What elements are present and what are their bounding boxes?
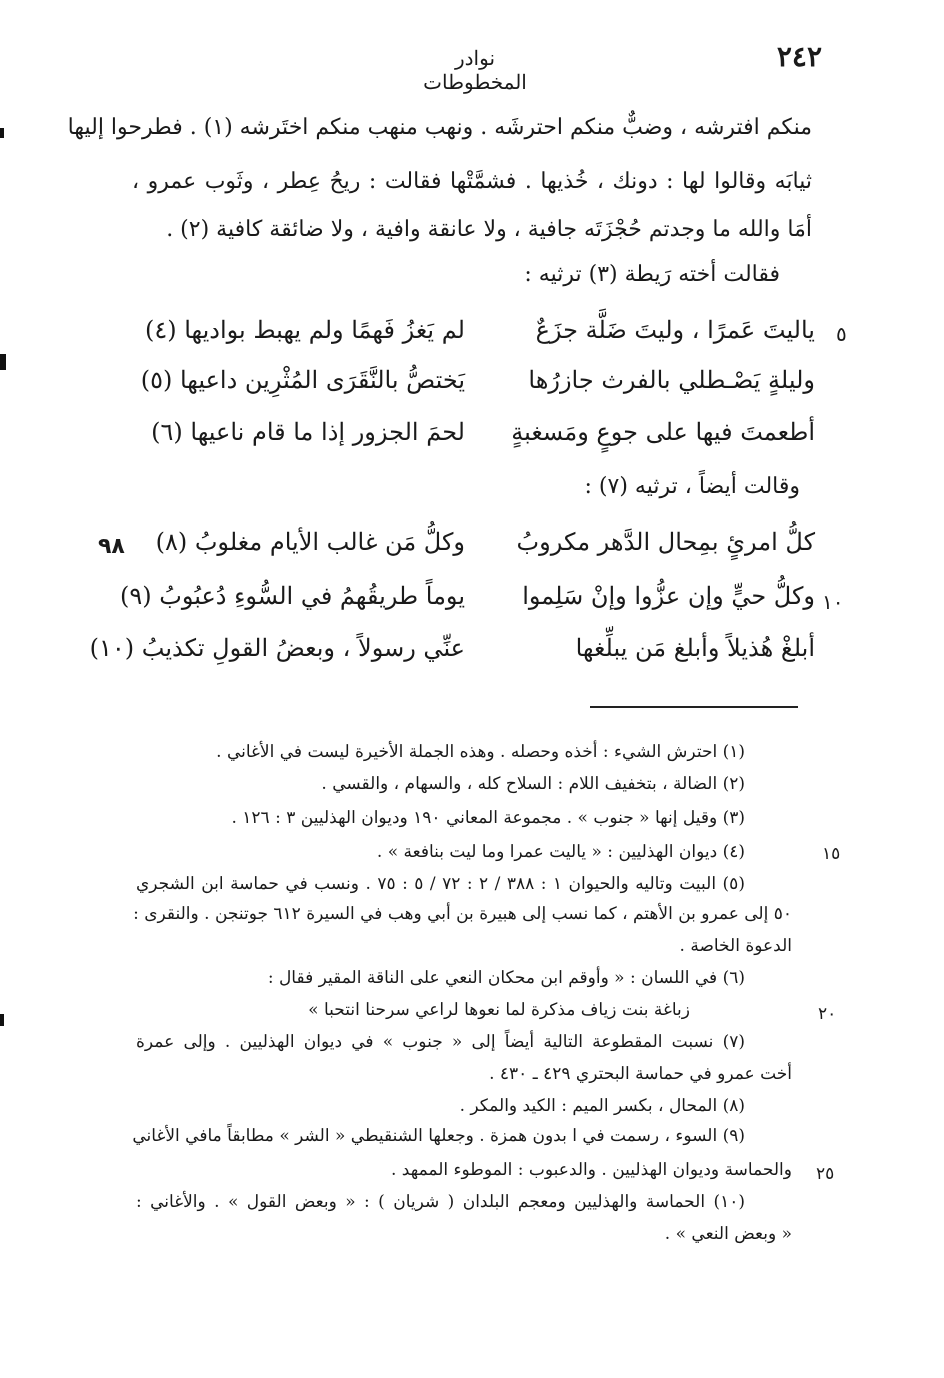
prose-line: منكم افترشه ، وضبٌّ منكم احترشَه . ونهب منهب منكم اختَرشه (١) . فطرحوا إليها <box>67 115 812 140</box>
scan-edge-mark <box>0 1014 4 1026</box>
footnote-verse: زباغة بنت زياف مذكرة لما نعوها لراعي سرحنا انتحبا » <box>308 1000 690 1020</box>
verse-hemistich-second: يوماً طريقُهمُ في السُّوءِ دُعبُوبُ (٩) <box>119 582 465 610</box>
footnote: (٥) البيت وتاليه والحيوان ١ : ٣٨٨ / ٢ : ٧٢ / ٥ : ٧٥ . ونسب في حماسة ابن الشجري <box>136 874 745 894</box>
footnote: (٤) ديوان الهذليين : « ياليت عمرا وما ليت بنافعة » . <box>376 842 745 862</box>
verse-hemistich-first: كلُّ امرئٍ بمِحال الدَّهر مكروبُ <box>516 528 815 556</box>
footnote: ٥٠ إلى عمرو بن الأهتم ، كما نسب إلى هبيرة بن أبي وهب في السيرة ٦١٢ جوتنجن . والنقرى : <box>133 904 792 924</box>
footnote: (٢) الضالة ، بتخفيف اللام : السلاح كله ، والسهام ، والقسي . <box>321 774 745 794</box>
line-number: ٥ <box>836 322 847 346</box>
footnote: (٨) المحال ، بكسر الميم : الكيد والمكر . <box>459 1096 745 1116</box>
footnote-rule <box>590 706 798 708</box>
scan-edge-mark <box>0 354 6 370</box>
scan-edge-mark <box>0 128 4 138</box>
running-title: نوادر المخطوطات <box>423 46 527 94</box>
line-number: ١٥ <box>822 844 841 864</box>
margin-page-ref: ٩٨ <box>98 534 125 559</box>
prose-line: أمَا والله ما وجدتم حُجْزَتَه جافية ، ولا عانقة وافية ، ولا ضائقة كافية (٢) . <box>166 217 812 242</box>
verse-hemistich-second: لم يَغزُ فَهمًا ولم يهبط بواديها (٤) <box>144 316 465 344</box>
footnote: (٣) وقيل إنها « جنوب » . مجموعة المعاني ١٩٠ وديوان الهذليين ٣ : ١٢٦ . <box>231 808 745 828</box>
footnote: (٧) نسبت المقطوعة التالية أيضاً إلى « جنوب » في ديوان الهذليين . وإلى عمرة <box>136 1032 745 1052</box>
footnote: أخت عمرو في حماسة البحتري ٤٢٩ ـ ٤٣٠ . <box>489 1064 792 1084</box>
verse-hemistich-first: أطعمتَ فيها على جوعٍ ومَسغبةٍ <box>511 418 815 446</box>
line-number: ١٠ <box>822 590 844 614</box>
verse-hemistich-first: وليلةٍ يَصْـطلي بالفرث جازرُها <box>528 366 815 394</box>
verse-hemistich-second: لحمَ الجزور إذا ما قام ناعيها (٦) <box>151 418 465 446</box>
line-number: ٢٠ <box>818 1004 837 1024</box>
footnote: (٦) في اللسان : « وأوقم ابن محكان النعي على الناقة المقير فقال : <box>267 968 745 988</box>
verse-hemistich-second: عنِّي رسولاً ، وبعضُ القولِ تكذيبُ (١٠) <box>89 634 465 662</box>
poem-intro: وقالت أيضاً ، ترثيه (٧) : <box>584 474 800 499</box>
verse-hemistich-first: ياليتَ عَمرًا ، وليتَ ضَلَّة جزَعٌ <box>535 316 815 344</box>
footnote: الدعوة الخاصة . <box>679 936 792 956</box>
footnote: « وبعض النعي » . <box>664 1224 792 1244</box>
verse-hemistich-first: أبلغْ هُذيلاً وأبلغ مَن يبلِّغها <box>575 634 815 662</box>
verse-hemistich-second: وكلُّ مَن غالب الأيام مغلوبُ (٨) <box>155 528 465 556</box>
footnote: (١٠) الحماسة والهذليين ومعجم البلدان ( شريان ) : « وبعض القول » . والأغاني : <box>136 1192 745 1212</box>
poem-intro: فقالت أخته رَيطة (٣) ترثيه : <box>524 262 780 287</box>
footnote: (٩) السوء ، رسمت في ا بدون همزة . وجعلها الشنقيطي « الشر » مطابقاً مافي الأغاني <box>132 1126 745 1146</box>
line-number: ٢٥ <box>816 1164 835 1184</box>
page-number: ٢٤٢ <box>776 40 822 73</box>
verse-hemistich-first: وكلُّ حيٍّ وإن عزُّوا وإنْ سَلِموا <box>522 582 815 610</box>
prose-line: ثيابَه وقالوا لها : دونك ، خُذيها . فشمَّتْها فقالت : ريحُ عِطر ، وثَوب عمرو ، <box>132 169 812 194</box>
verse-hemistich-second: يَختصُّ بالنَّقَرَى المُثْرِين داعيها (٥) <box>140 366 465 394</box>
footnote: (١) احترش الشيء : أخذه وحصله . وهذه الجملة الأخيرة ليست في الأغاني . <box>216 742 745 762</box>
footnote: والحماسة وديوان الهذليين . والدعبوب : الموطوء الممهد . <box>391 1160 792 1180</box>
